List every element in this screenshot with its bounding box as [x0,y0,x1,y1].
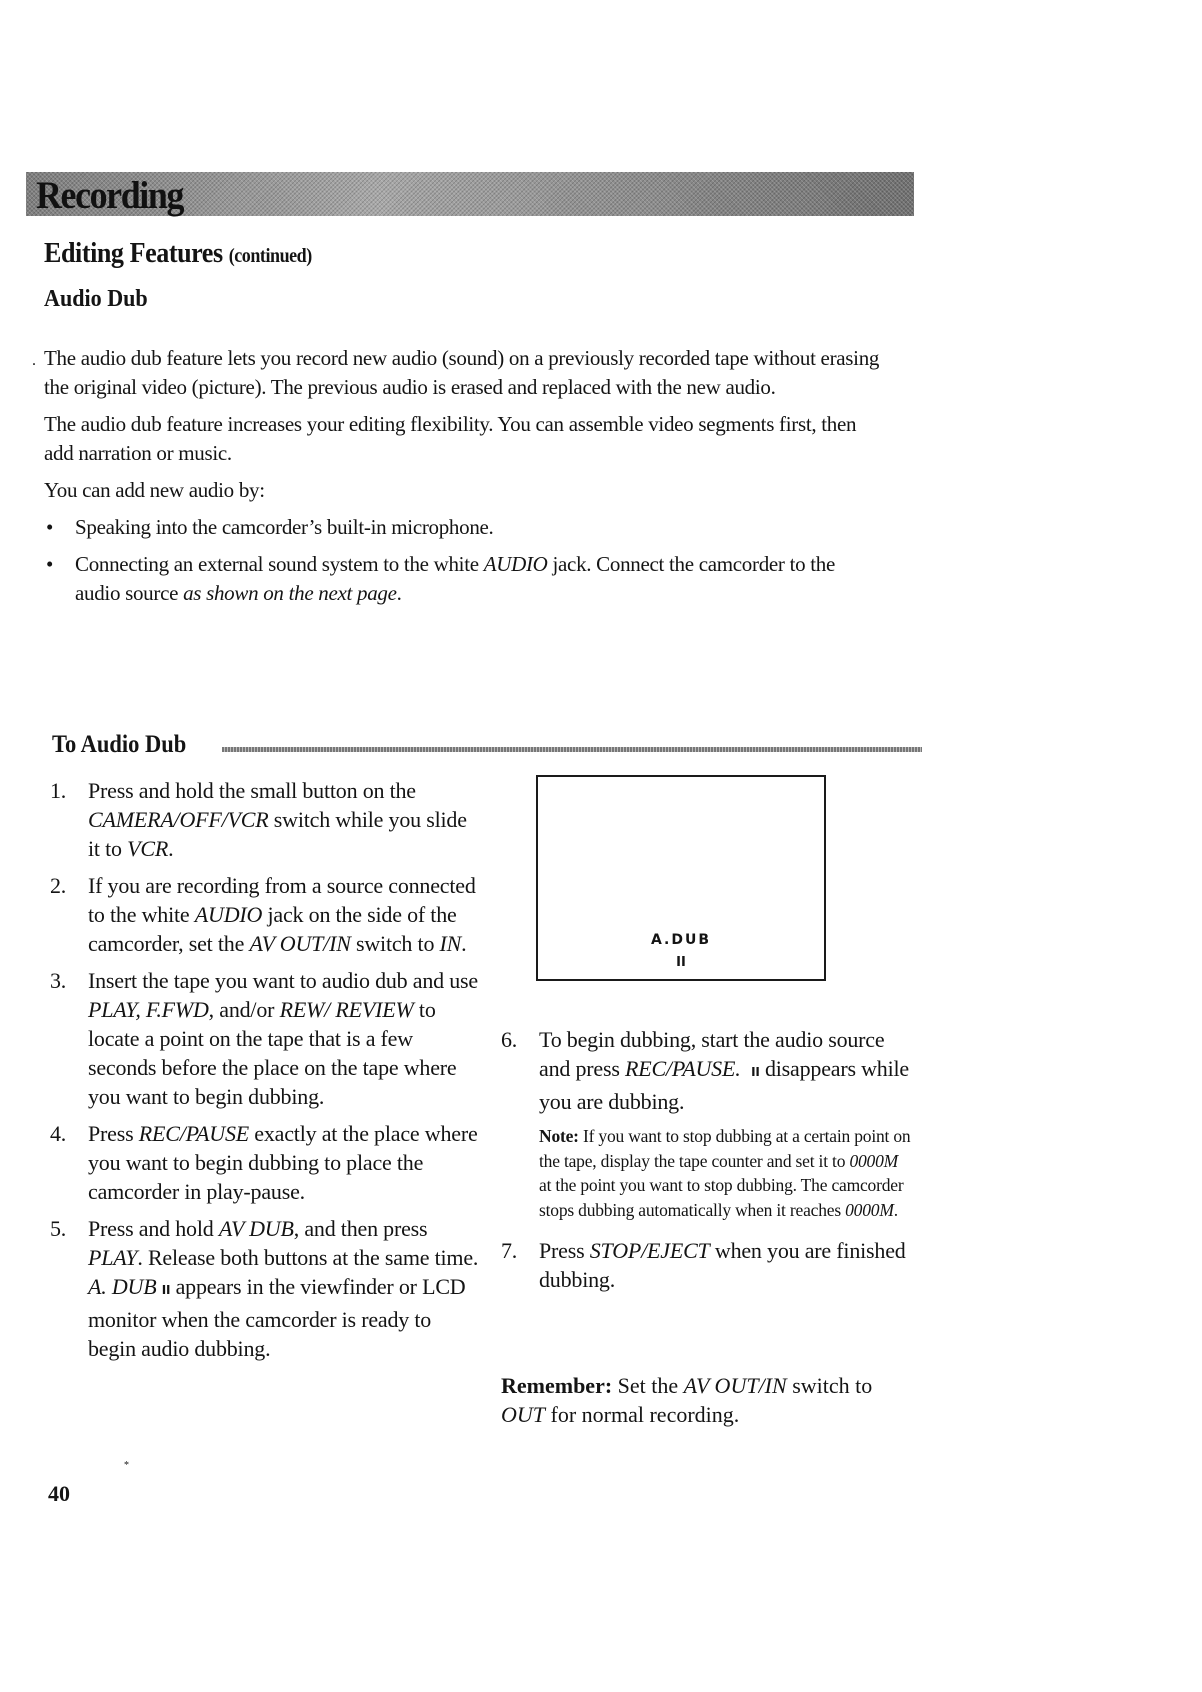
pause-icon: II [751,1065,760,1079]
pause-icon: II [676,955,686,970]
step-item: 6. To begin dubbing, start the audio source and press REC/PAUSE. II disappears while you are dubbing. [501,1027,909,1114]
heading-rule [222,747,922,752]
step-item: 5. Press and hold AV DUB, and then press PLAY. Release both buttons at the same time. A. DUB II appears in the viewfinder or LCD monitor when the camcorder is ready to begin audio dubbing. [50,1216,479,1361]
intro-paragraph: The audio dub feature increases your editing flexibility. You can assemble video segments first, then add narration or music. [44,412,857,465]
viewfinder-display [536,775,826,981]
display-label: A.DUB [650,932,712,948]
bullet-icon: • [46,552,54,576]
steps-column-left [50,776,480,1371]
procedure-heading [52,731,922,765]
step-item: 1. Press and hold the small button on the CAMERA/OFF/VCR switch while you slide it to VCR. [50,778,467,861]
method-list [44,513,884,608]
procedure-title: To Audio Dub [52,731,187,758]
list-item: • Connecting an external sound system to the white AUDIO jack. Connect the camcorder to the audio source as shown on the next page. [46,552,836,605]
page-heading [44,237,312,270]
section-title: Audio Dub [44,286,148,312]
pause-icon: II [161,1283,171,1297]
intro-paragraph: The audio dub feature lets you record new audio (sound) on a previously recorded tape without erasing the original video (picture). The previous audio is erased and replaced with the new audio. [44,346,880,399]
step-item: 7. Press STOP/EJECT when you are finished dubbing. [501,1238,906,1292]
stray-mark: * [124,1460,129,1471]
intro-paragraph: You can add new audio by: [44,478,265,502]
page-number: 40 [48,1481,70,1506]
bullet-icon: • [46,515,54,539]
note-label: Note: [539,1126,579,1146]
heading-suffix: (continued) [228,245,312,267]
section-banner [26,172,914,216]
steps-column-right [501,1025,911,1302]
step-item: 2. If you are recording from a source connected to the white AUDIO jack on the side of the camcorder, set the AV OUT/IN switch to IN. [50,873,476,956]
note: Note: If you want to stop dubbing at a certain point on the tape, display the tape counter and set it to 0000M at the point you want to stop dubbing. The camcorder stops dubbing automatically when it reaches 0000M. [539,1126,911,1220]
remember-label: Remember: [501,1373,613,1398]
cross-reference: as shown on the next page [183,581,397,605]
step-item: 4. Press REC/PAUSE exactly at the place where you want to begin dubbing to place the camcorder in play-pause. [50,1121,478,1204]
heading-title: Editing Features [44,237,223,269]
intro-text [44,344,884,616]
step-item: 3. Insert the tape you want to audio dub and use PLAY, F.FWD, and/or REW/ REVIEW to locate a point on the tape that is a few seconds before the place on the tape where you want to begin dubbing. [50,968,478,1109]
list-item: • Speaking into the camcorder’s built-in microphone. [44,513,884,542]
banner-title: Recording [36,174,184,217]
stray-mark: . [32,352,36,369]
remember-note: Remember: Set the AV OUT/IN switch to OUT for normal recording. [501,1373,873,1427]
